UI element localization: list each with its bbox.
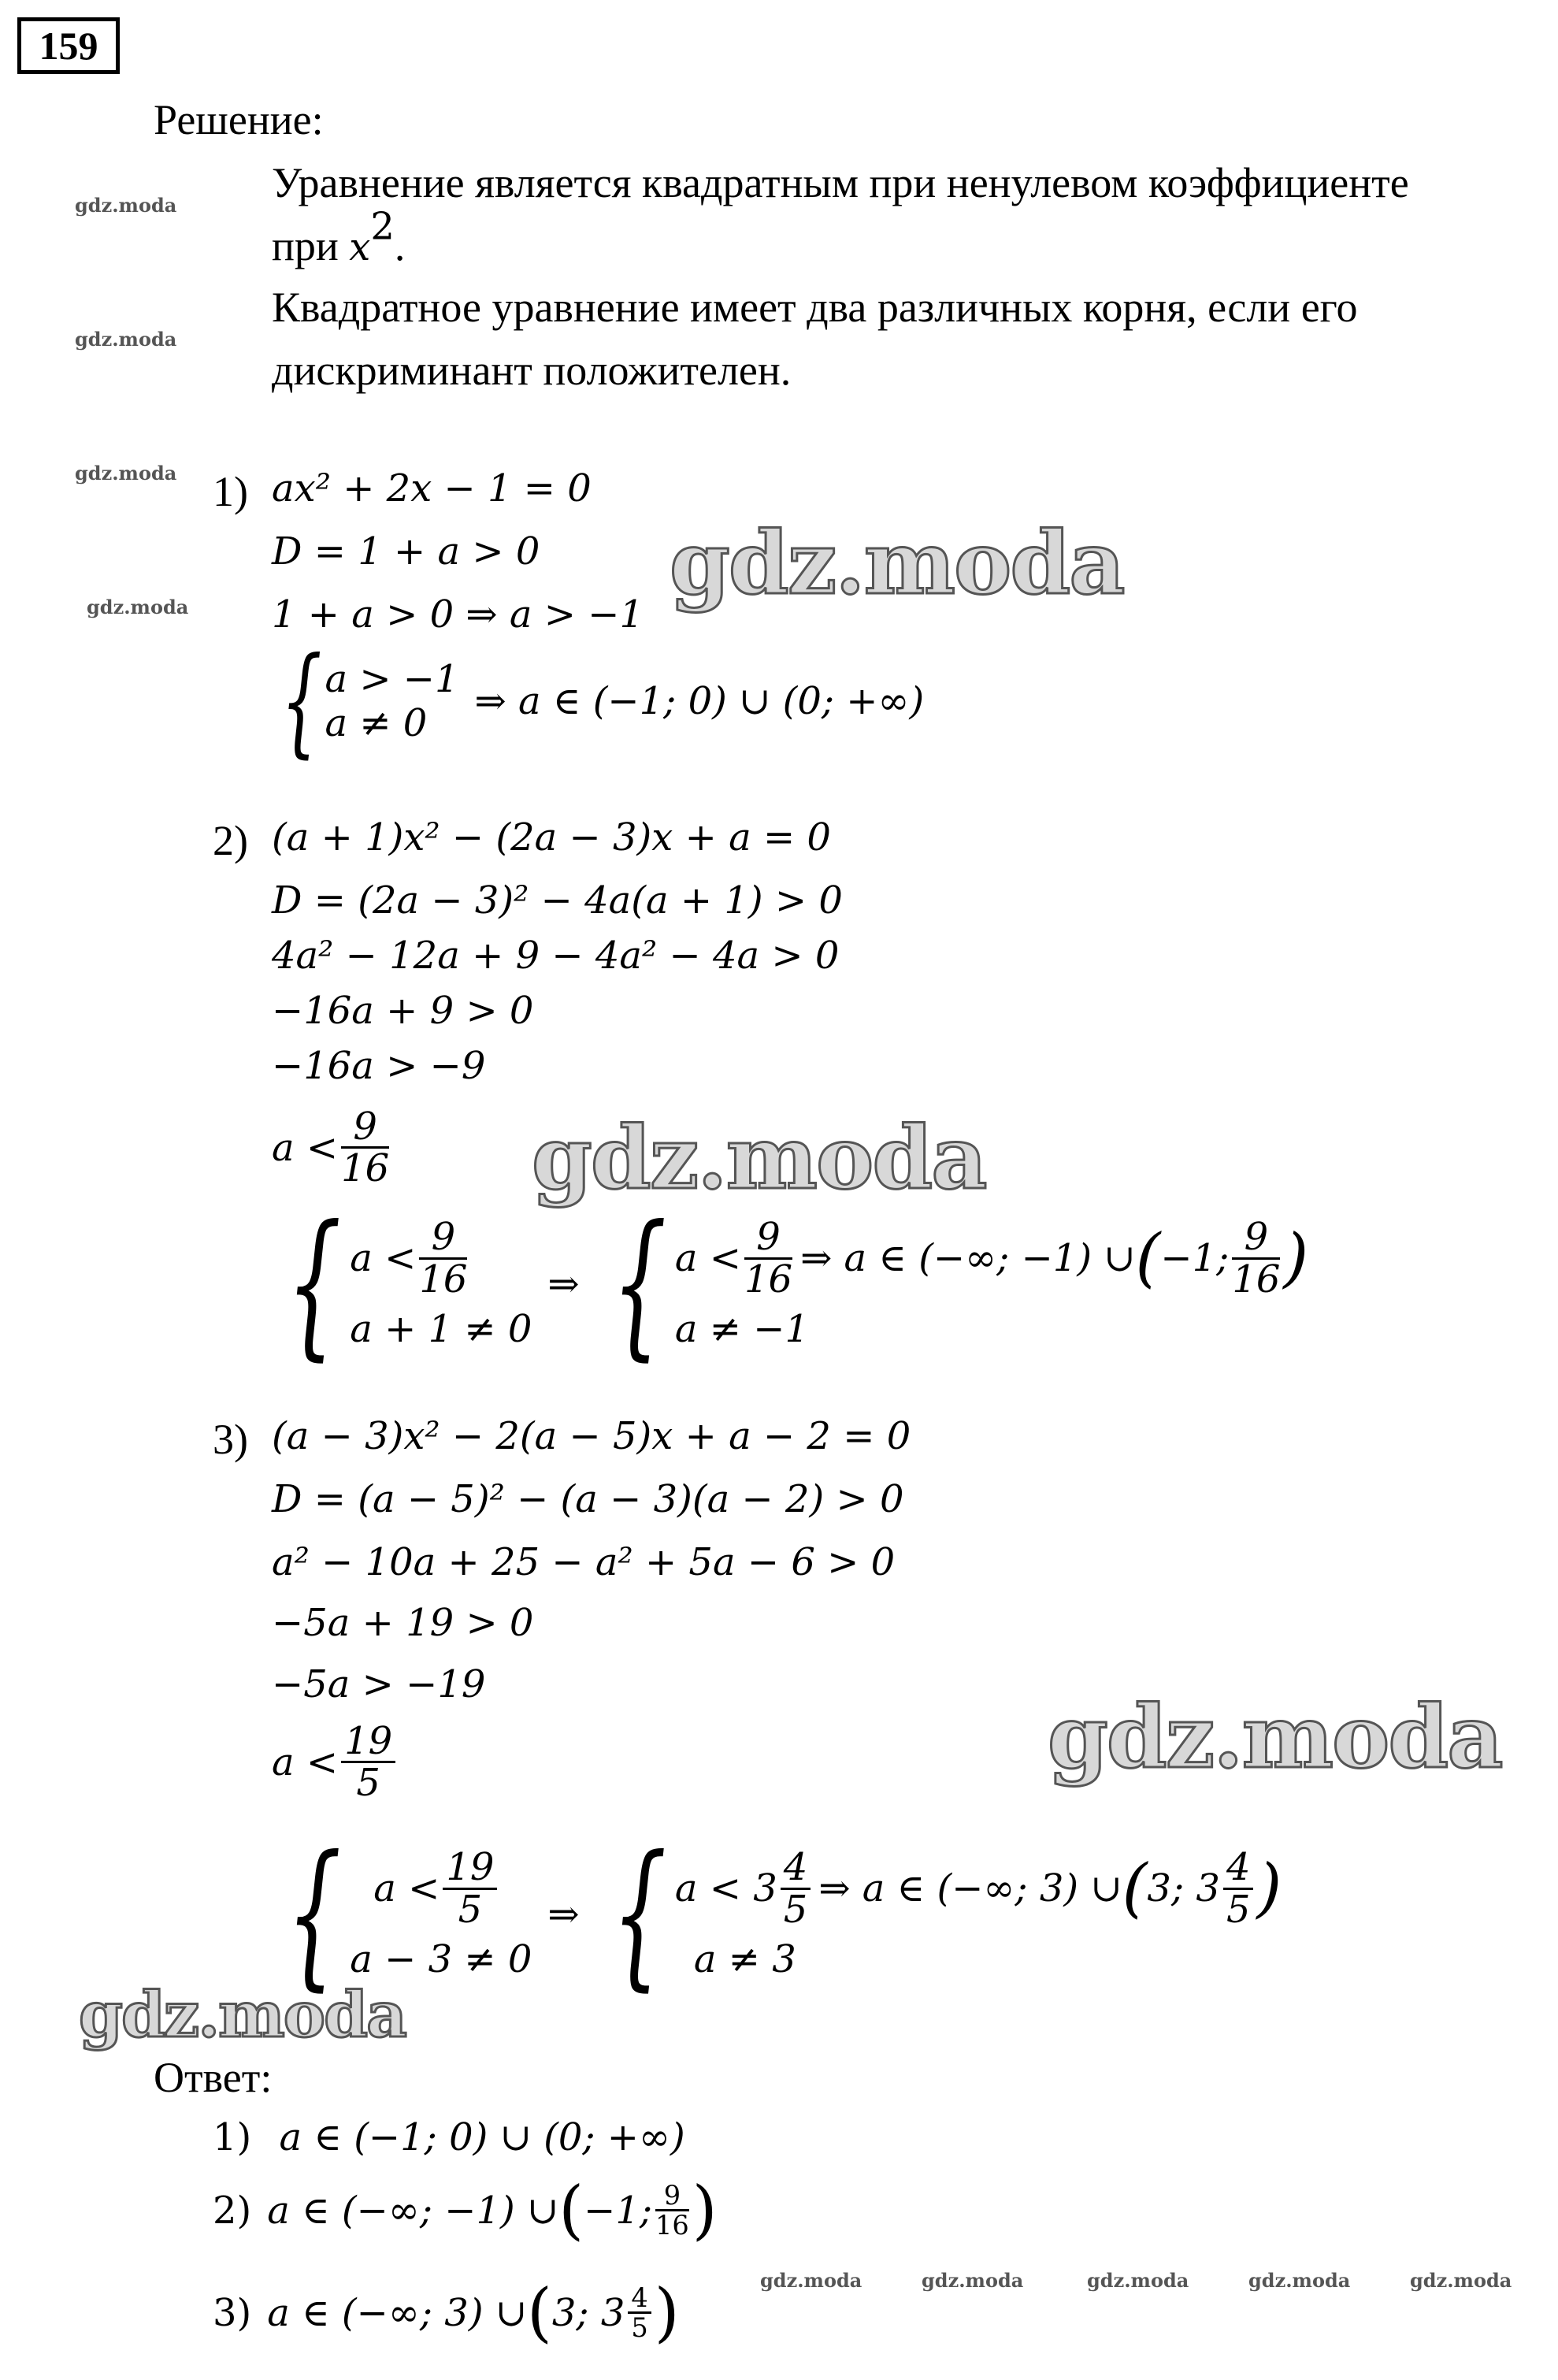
- p3-fraction: [341, 1719, 395, 1806]
- watermark-small: gdz.moda: [760, 2269, 862, 2292]
- p2-sys-num: 9: [419, 1217, 467, 1259]
- answer-2-tail: −1;: [584, 2188, 653, 2233]
- watermark-large: gdz.moda: [670, 512, 1124, 614]
- answer-1-label: 1): [213, 2115, 252, 2159]
- intro-end: .: [394, 222, 406, 269]
- p3-sys-num: 19: [443, 1847, 497, 1889]
- p1-label: 1): [213, 468, 248, 515]
- p2-sys-c-wrap: [675, 1217, 1308, 1299]
- p3-sys-a: a <: [373, 1866, 440, 1910]
- p2-system-lines: [350, 1217, 532, 1351]
- watermark-small: gdz.moda: [75, 194, 177, 217]
- problem-number: 159: [17, 17, 120, 74]
- p3-brace-1: {: [286, 1822, 342, 2006]
- watermark-small: gdz.moda: [1248, 2269, 1351, 2292]
- watermark-large: gdz.moda: [79, 1977, 406, 2051]
- p3-line-5: −5a > −19: [272, 1662, 486, 1706]
- p1-equation: ax² + 2x − 1 = 0: [272, 466, 592, 511]
- p2-sys2-frac: [744, 1217, 792, 1299]
- answer-3-tail: 3; 3: [551, 2290, 625, 2335]
- p1-brace: {: [280, 633, 322, 770]
- watermark-small: gdz.moda: [87, 596, 189, 618]
- p2-lt: a <: [272, 1125, 339, 1170]
- intro-line-4: дискриминант положителен.: [272, 347, 792, 394]
- p2-sys2-den: 16: [744, 1257, 793, 1301]
- p3-system: [264, 1822, 1282, 2006]
- p3-mden: 5: [783, 1887, 808, 1932]
- answer-3-text: a ∈ (−∞; 3) ∪: [267, 2290, 528, 2335]
- answer-3-paren-close: ): [654, 2275, 680, 2350]
- answer-3-num: 4: [628, 2284, 651, 2314]
- p2-system: [264, 1192, 1309, 1376]
- p3-mnum: 4: [781, 1847, 811, 1889]
- p2-res-tail: −1;: [1160, 1236, 1230, 1280]
- p3-sys-frac: [443, 1845, 497, 1932]
- p2-result: ⇒ a ∈ (−∞; −1) ∪: [800, 1236, 1136, 1280]
- p2-res-frac: [1232, 1217, 1280, 1299]
- answer-1-text: a ∈ (−1; 0) ∪ (0; +∞): [279, 2115, 685, 2159]
- p2-line-3: 4a² − 12a + 9 − 4a² − 4a > 0: [272, 934, 840, 978]
- p1-system-lines: [325, 657, 458, 745]
- p3-result: ⇒ a ∈ (−∞; 3) ∪: [818, 1866, 1122, 1910]
- p2-brace-1: {: [286, 1192, 342, 1376]
- p3-system2-lines: [675, 1847, 1282, 1981]
- answer-3-frac: [628, 2284, 651, 2342]
- intro-line-1: Уравнение является квадратным при ненулевом коэффициенте: [272, 159, 1409, 206]
- watermark-small: gdz.moda: [75, 462, 177, 485]
- p2-res-den: 16: [1232, 1257, 1281, 1301]
- p2-paren-open: (: [1135, 1220, 1161, 1296]
- answer-heading: Ответ:: [154, 2054, 273, 2101]
- p3-discriminant: D = (a − 5)² − (a − 3)(a − 2) > 0: [272, 1477, 904, 1521]
- p1-system: [264, 633, 925, 770]
- p3-res-tail: 3; 3: [1147, 1866, 1220, 1910]
- p2-fraction: [341, 1107, 389, 1189]
- p1-inequality: 1 + a > 0 ⇒ a > −1: [272, 592, 644, 637]
- p2-equation: (a + 1)x² − (2a − 3)x + a = 0: [272, 815, 831, 860]
- p3-system-lines: [350, 1847, 532, 1981]
- p3-sys-c: a < 3: [674, 1866, 777, 1910]
- intro-exp: 2: [370, 204, 395, 249]
- p3-sys-c-wrap: [674, 1845, 1282, 1932]
- p3-paren-close: ): [1256, 1851, 1282, 1926]
- p2-arrow: ⇒: [547, 1262, 580, 1306]
- answer-2: [213, 2173, 718, 2248]
- p2-brace-2: {: [611, 1192, 667, 1376]
- answer-2-den: 16: [655, 2210, 689, 2241]
- p2-paren-close: ): [1283, 1220, 1309, 1296]
- p3-line-4: −5a + 19 > 0: [272, 1601, 534, 1645]
- intro-line-2: [272, 204, 406, 272]
- answer-3-paren-open: (: [527, 2275, 552, 2350]
- p2-sys-c: a <: [674, 1236, 741, 1280]
- solution-heading: Решение:: [154, 96, 324, 143]
- p2-num: 9: [341, 1107, 389, 1149]
- p3-den: 5: [356, 1761, 380, 1806]
- p3-num: 19: [341, 1721, 395, 1763]
- watermark-large: gdz.moda: [532, 1107, 986, 1209]
- p2-sys2-num: 9: [744, 1217, 792, 1259]
- p2-den: 16: [341, 1146, 390, 1191]
- p3-equation: (a − 3)x² − 2(a − 5)x + a − 2 = 0: [272, 1414, 911, 1458]
- p2-sys-a-wrap: [350, 1217, 532, 1299]
- p2-discriminant: D = (2a − 3)² − 4a(a + 1) > 0: [272, 878, 843, 923]
- p3-label: 3): [213, 1416, 248, 1463]
- p2-sys-frac: [419, 1217, 467, 1299]
- watermark-small: gdz.moda: [1410, 2269, 1512, 2292]
- answer-2-paren-close: ): [692, 2173, 718, 2248]
- answer-3-den: 5: [631, 2312, 648, 2344]
- answer-2-frac: [655, 2181, 689, 2240]
- p2-sys-d: a ≠ −1: [674, 1306, 809, 1351]
- answer-1: [213, 2115, 685, 2159]
- p2-sys-a: a <: [350, 1236, 417, 1280]
- p3-sys-b: a − 3 ≠ 0: [350, 1936, 532, 1981]
- intro-line-2-text: при: [272, 222, 350, 269]
- p1-sys-1: a > −1: [325, 657, 459, 701]
- watermark-small: gdz.moda: [75, 328, 177, 351]
- answer-3: [213, 2275, 680, 2350]
- p1-result: ⇒ a ∈ (−1; 0) ∪ (0; +∞): [474, 679, 925, 723]
- watermark-small: gdz.moda: [922, 2269, 1024, 2292]
- watermark-small: gdz.moda: [1087, 2269, 1189, 2292]
- p2-line-5: −16a > −9: [272, 1044, 486, 1088]
- p3-res-frac: [1223, 1845, 1254, 1932]
- p3-lt: a <: [272, 1740, 339, 1784]
- answer-2-text: a ∈ (−∞; −1) ∪: [267, 2188, 559, 2233]
- answer-2-label: 2): [213, 2188, 252, 2233]
- intro-line-3: Квадратное уравнение имеет два различных корня, если его: [272, 284, 1358, 331]
- p3-res-num: 4: [1223, 1847, 1254, 1889]
- p3-sys-den: 5: [458, 1887, 483, 1932]
- p2-label: 2): [213, 817, 248, 864]
- answer-2-paren-open: (: [558, 2173, 584, 2248]
- p3-line-3: a² − 10a + 25 − a² + 5a − 6 > 0: [272, 1540, 896, 1584]
- p1-sys-2: a ≠ 0: [325, 701, 428, 745]
- p3-brace-2: {: [611, 1822, 667, 2006]
- p1-discriminant: D = 1 + a > 0: [272, 529, 540, 574]
- p2-sys-b: a + 1 ≠ 0: [350, 1306, 532, 1351]
- p3-fraction-line: [272, 1719, 399, 1806]
- answer-2-num: 9: [655, 2181, 689, 2211]
- watermark-large: gdz.moda: [1048, 1686, 1502, 1788]
- p3-sys-mixed: [781, 1845, 811, 1932]
- p2-system2-lines: [675, 1217, 1308, 1351]
- p2-line-4: −16a + 9 > 0: [272, 989, 534, 1033]
- p3-arrow: ⇒: [547, 1892, 580, 1936]
- intro-var: x: [349, 225, 371, 269]
- p3-sys-d: a ≠ 3: [693, 1936, 796, 1981]
- answer-3-label: 3): [213, 2290, 252, 2335]
- p2-res-num: 9: [1232, 1217, 1280, 1259]
- p2-sys-den: 16: [419, 1257, 468, 1301]
- p2-fraction-line: [272, 1107, 392, 1189]
- p3-sys-a-wrap: [350, 1845, 532, 1932]
- p3-paren-open: (: [1122, 1851, 1148, 1926]
- p3-res-den: 5: [1226, 1887, 1251, 1932]
